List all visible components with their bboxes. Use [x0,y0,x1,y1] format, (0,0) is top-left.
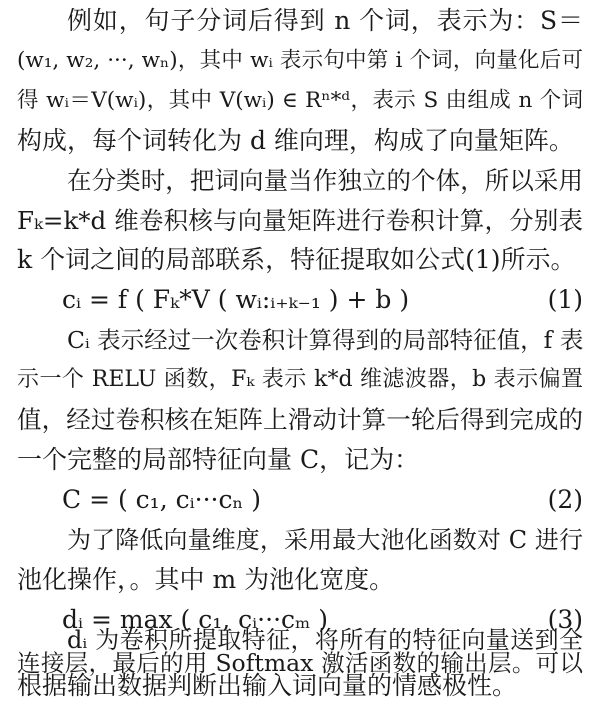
paragraph-1-line-2: (w₁, w₂, ···, wₙ)，其中 wᵢ 表示句中第 i 个词，向量化后可 [17,48,583,73]
equation-2 [62,480,583,520]
equation-2-number: (2) [547,485,583,514]
equation-1-number: (1) [547,285,583,314]
paragraph-1-line-4: 构成，每个词转化为 d 维向理，构成了向量矩阵。 [17,126,574,155]
paragraph-1-line-1: 例如，句子分词后得到 n 个词，表示为：S＝ [67,6,583,35]
paragraph-2-line-3: k 个词之间的局部联系，特征提取如公式(1)所示。 [17,245,576,274]
paragraph-5-line-2: 连接层，最后的用 Softmax 激活函数的输出层。可以 [17,649,583,677]
paragraph-3-line-1: Cᵢ 表示经过一次卷积计算得到的局部特征值，f 表 [67,326,583,354]
equation-1 [62,280,583,320]
paragraph-4-line-2: 池化操作，。其中 m 为池化宽度。 [17,565,395,594]
paragraph-5-line-3: 根据输出数据判断出输入词向量的情感极性。 [17,671,518,700]
paragraph-2-line-1: 在分类时，把词向量当作独立的个体，所以采用 [67,166,583,195]
paragraph-2-line-2: Fₖ=k*d 维卷积核与向量矩阵进行卷积计算，分别表 [17,206,583,235]
paragraph-3-line-2: 示一个 RELU 函数，Fₖ 表示 k*d 维滤波器，b 表示偏置 [17,367,583,392]
paragraph-5-line-1: dᵢ 为卷积所提取特征，将所有的特征向量送到全 [67,626,583,654]
equation-3-formula: dᵢ = max ( c₁, cᵢ···cₘ ) [62,605,329,634]
equation-1-formula: cᵢ = f ( Fₖ*V ( wᵢ:ᵢ₊ₖ₋₁ ) + b ) [62,285,410,314]
paragraph-1-line-3: 得 wᵢ＝V(wᵢ)，其中 V(wᵢ) ∈ Rⁿ*ᵈ，表示 S 由组成 n 个词 [17,88,583,113]
paragraph-3-line-3: 值，经过卷积核在矩阵上滑动计算一轮后得到完成的 [17,405,583,434]
equation-2-formula: C = ( c₁, cᵢ···cₙ ) [62,485,261,514]
paragraph-3-line-4: 一个完整的局部特征向量 C，记为： [17,445,420,474]
paragraph-4-line-1: 为了降低向量维度，采用最大池化函数对 C 进行 [67,526,583,554]
equation-3-number: (3) [547,605,583,634]
